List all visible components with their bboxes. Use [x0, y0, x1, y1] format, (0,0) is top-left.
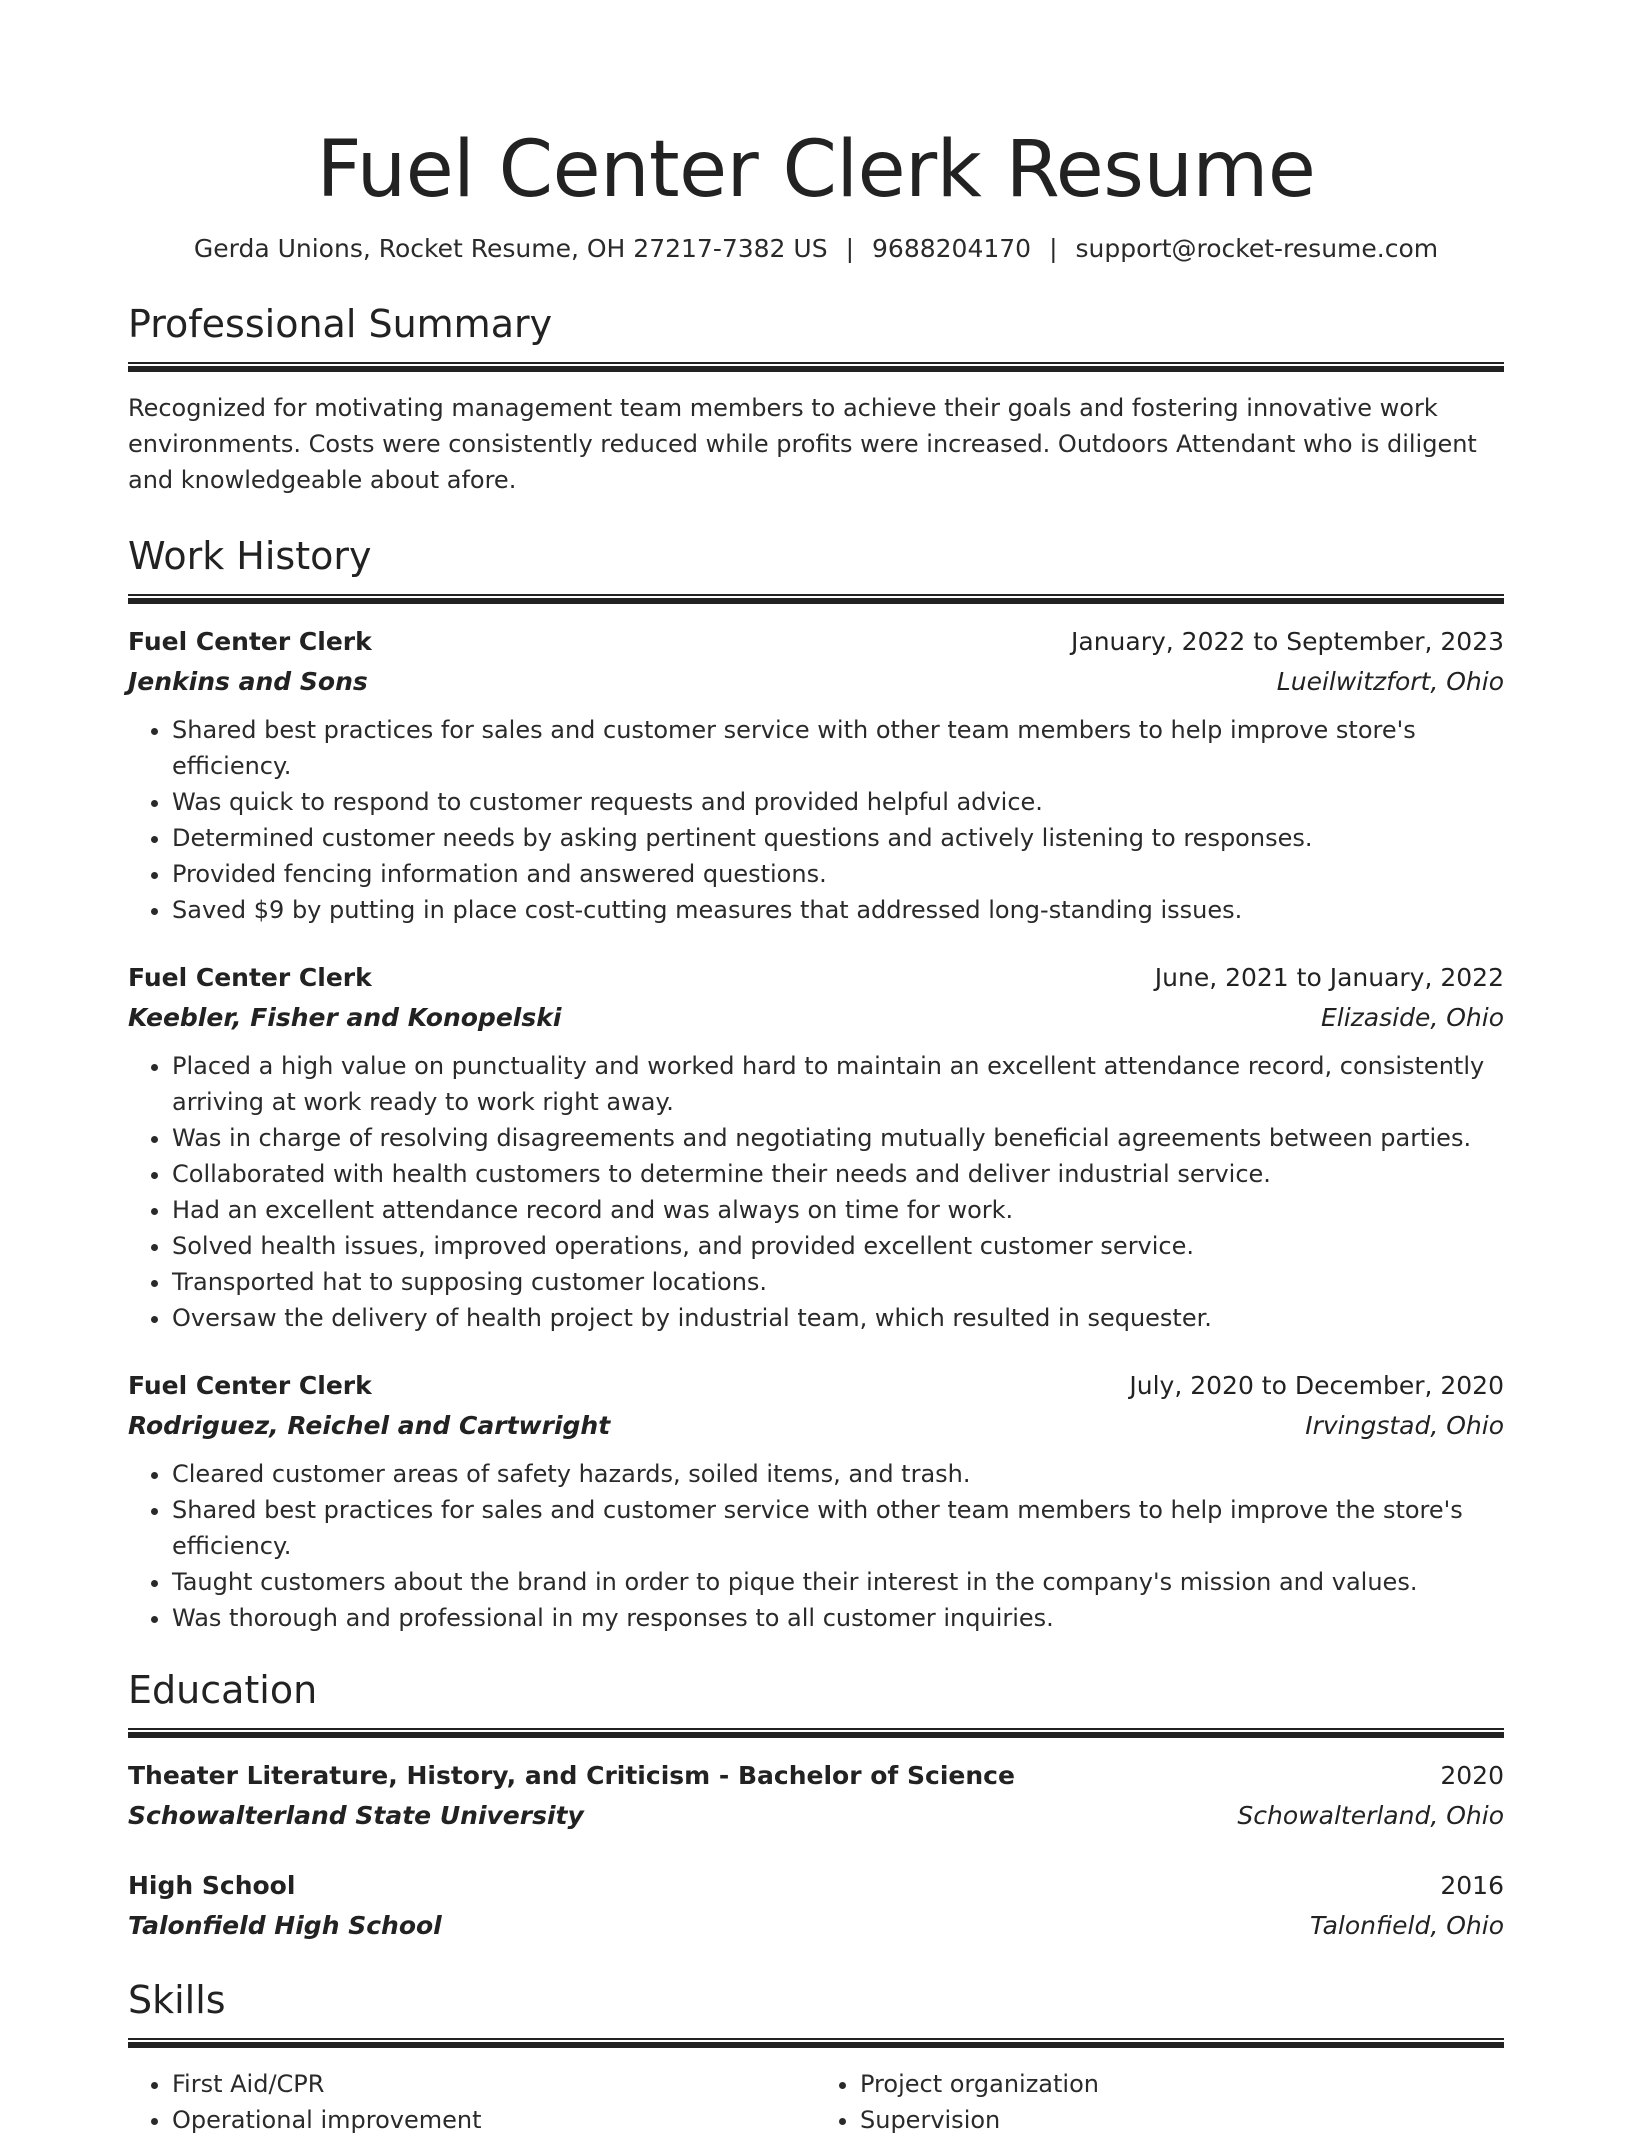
education-school: Talonfield High School	[128, 1911, 442, 1940]
job-sub-row	[128, 662, 1504, 702]
summary-text: Recognized for motivating management team members to achieve their goals and fostering innovative work environments. Costs were consistently reduced while profits were increased. Outdoors Attendant who is diligent and knowledgeable about afore.	[128, 394, 1477, 494]
job-entry	[128, 958, 1504, 1336]
section-heading-work-history: Work History	[128, 534, 372, 578]
list-item: • Operational improvement	[172, 2102, 816, 2138]
list-item: • Was in charge of resolving disagreements and negotiating mutually beneficial agreements between parties.	[172, 1120, 1504, 1156]
list-item: • First Aid/CPR	[172, 2066, 816, 2102]
education-section	[128, 1666, 1504, 1946]
job-company: Rodriguez, Reichel and Cartwright	[128, 1411, 611, 1440]
skills-column-right	[816, 2066, 1504, 2138]
section-heading-education: Education	[128, 1668, 318, 1712]
list-item: • Determined customer needs by asking pertinent questions and actively listening to responses.	[172, 820, 1504, 856]
list-item: • Cleared customer areas of safety hazards, soiled items, and trash.	[172, 1456, 1504, 1492]
contact-phone: 9688204170	[872, 234, 1032, 263]
list-item: • Saved $9 by putting in place cost-cutting measures that addressed long-standing issues.	[172, 892, 1504, 928]
job-entry	[128, 1366, 1504, 1636]
job-location: Irvingstad, Ohio	[1305, 1411, 1504, 1440]
contact-line	[128, 232, 1504, 266]
job-sub-row	[128, 998, 1504, 1038]
list-item: • Project organization	[860, 2066, 1504, 2102]
job-title: Fuel Center Clerk	[128, 1371, 372, 1400]
job-company: Keebler, Fisher and Konopelski	[128, 1003, 562, 1032]
job-bullets	[128, 712, 1504, 928]
list-item: • Placed a high value on punctuality and worked hard to maintain an excellent attendance record, consistently arriving at work ready to work right away.	[172, 1048, 1504, 1120]
education-sub-row	[128, 1796, 1504, 1836]
contact-email: support@rocket-resume.com	[1075, 234, 1439, 263]
page-title: Fuel Center Clerk Resume	[316, 125, 1316, 215]
education-header-row	[128, 1756, 1504, 1796]
education-degree: Theater Literature, History, and Criticism - Bachelor of Science	[128, 1761, 1015, 1790]
job-dates: July, 2020 to December, 2020	[1129, 1371, 1504, 1400]
contact-separator: |	[1049, 234, 1058, 263]
list-item: • Provided fencing information and answered questions.	[172, 856, 1504, 892]
job-company: Jenkins and Sons	[128, 667, 368, 696]
job-location: Elizaside, Ohio	[1320, 1003, 1504, 1032]
list-item: • Solved health issues, improved operations, and provided excellent customer service.	[172, 1228, 1504, 1264]
section-divider	[128, 362, 1504, 372]
job-header-row	[128, 622, 1504, 662]
job-header-row	[128, 1366, 1504, 1406]
list-item: • Shared best practices for sales and customer service with other team members to help improve the store's efficiency.	[172, 1492, 1504, 1564]
contact-separator: |	[845, 234, 855, 263]
work-history-section	[128, 532, 1504, 1636]
section-divider	[128, 2038, 1504, 2048]
education-location: Talonfield, Ohio	[1309, 1911, 1504, 1940]
education-year: 2020	[1440, 1761, 1504, 1790]
summary-section	[128, 300, 1504, 498]
job-bullets	[128, 1456, 1504, 1636]
education-year: 2016	[1440, 1871, 1504, 1900]
section-divider	[128, 594, 1504, 604]
list-item: • Had an excellent attendance record and was always on time for work.	[172, 1192, 1504, 1228]
job-title: Fuel Center Clerk	[128, 963, 372, 992]
education-sub-row	[128, 1906, 1504, 1946]
job-title: Fuel Center Clerk	[128, 627, 372, 656]
list-item: • Taught customers about the brand in order to pique their interest in the company's mission and values.	[172, 1564, 1504, 1600]
education-school: Schowalterland State University	[128, 1801, 584, 1830]
education-entry	[128, 1866, 1504, 1946]
job-location: Lueilwitzfort, Ohio	[1276, 667, 1504, 696]
list-item: • Transported hat to supposing customer locations.	[172, 1264, 1504, 1300]
skills-section	[128, 1976, 1504, 2138]
job-sub-row	[128, 1406, 1504, 1446]
job-entry	[128, 622, 1504, 928]
section-heading-skills: Skills	[128, 1978, 226, 2022]
education-location: Schowalterland, Ohio	[1237, 1801, 1504, 1830]
skills-list	[128, 2066, 1504, 2138]
list-item: • Collaborated with health customers to determine their needs and deliver industrial service.	[172, 1156, 1504, 1192]
list-item: • Was thorough and professional in my responses to all customer inquiries.	[172, 1600, 1504, 1636]
job-bullets	[128, 1048, 1504, 1336]
job-dates: January, 2022 to September, 2023	[1071, 627, 1504, 656]
skills-column-left	[128, 2066, 816, 2138]
job-header-row	[128, 958, 1504, 998]
education-degree: High School	[128, 1871, 296, 1900]
section-divider	[128, 1728, 1504, 1738]
education-header-row	[128, 1866, 1504, 1906]
education-entry	[128, 1756, 1504, 1836]
list-item: • Oversaw the delivery of health project by industrial team, which resulted in sequester.	[172, 1300, 1504, 1336]
section-heading-summary: Professional Summary	[128, 302, 553, 346]
list-item: • Shared best practices for sales and customer service with other team members to help improve store's efficiency.	[172, 712, 1504, 784]
list-item: • Supervision	[860, 2102, 1504, 2138]
contact-address: Gerda Unions, Rocket Resume, OH 27217-7382 US	[193, 234, 828, 263]
list-item: • Was quick to respond to customer requests and provided helpful advice.	[172, 784, 1504, 820]
job-dates: June, 2021 to January, 2022	[1154, 963, 1504, 992]
